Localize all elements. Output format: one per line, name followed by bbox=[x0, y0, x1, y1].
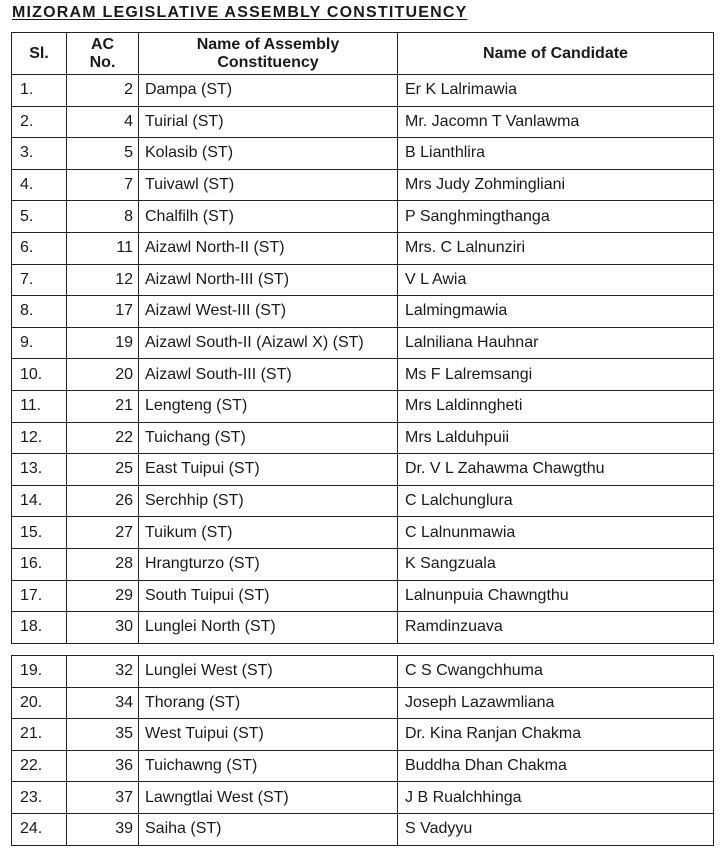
table-header-row bbox=[12, 33, 714, 75]
row-sl-cell: 3. bbox=[12, 138, 67, 170]
row-candidate-cell: Er K Lalrimawia bbox=[398, 75, 714, 107]
row-sl-cell: 20. bbox=[12, 687, 67, 719]
row-ac-number-cell: 2 bbox=[67, 75, 139, 107]
table-row bbox=[12, 485, 714, 517]
row-ac-number-cell: 36 bbox=[67, 750, 139, 782]
row-ac-number-cell: 8 bbox=[67, 201, 139, 233]
row-constituency-cell: Tuivawl (ST) bbox=[139, 169, 398, 201]
row-ac-number-cell: 19 bbox=[67, 327, 139, 359]
row-ac-number-cell: 25 bbox=[67, 454, 139, 486]
constituency-table bbox=[11, 32, 714, 644]
row-ac-number-cell: 4 bbox=[67, 106, 139, 138]
row-ac-number-cell: 29 bbox=[67, 580, 139, 612]
table-row bbox=[12, 782, 714, 814]
row-constituency-cell: Aizawl North-III (ST) bbox=[139, 264, 398, 296]
row-sl-cell: 2. bbox=[12, 106, 67, 138]
row-ac-number-cell: 26 bbox=[67, 485, 139, 517]
row-sl-cell: 8. bbox=[12, 296, 67, 328]
row-candidate-cell: Mr. Jacomn T Vanlawma bbox=[398, 106, 714, 138]
header-name-line1: Name of Assembly bbox=[196, 35, 340, 53]
row-candidate-cell: K Sangzuala bbox=[398, 548, 714, 580]
row-sl-cell: 6. bbox=[12, 232, 67, 264]
row-candidate-cell: Ms F Lalremsangi bbox=[398, 359, 714, 391]
table-row bbox=[12, 264, 714, 296]
row-constituency-cell: Tuirial (ST) bbox=[139, 106, 398, 138]
row-candidate-cell: C S Cwangchhuma bbox=[398, 656, 714, 688]
row-sl-cell: 11. bbox=[12, 390, 67, 422]
row-constituency-cell: West Tuipui (ST) bbox=[139, 719, 398, 751]
row-constituency-cell: Saiha (ST) bbox=[139, 813, 398, 845]
row-constituency-cell: Aizawl South-II (Aizawl X) (ST) bbox=[139, 327, 398, 359]
row-candidate-cell: P Sanghmingthanga bbox=[398, 201, 714, 233]
table-row bbox=[12, 548, 714, 580]
row-sl-cell: 5. bbox=[12, 201, 67, 233]
row-sl-cell: 4. bbox=[12, 169, 67, 201]
row-sl-cell: 17. bbox=[12, 580, 67, 612]
row-candidate-cell: Lalmingmawia bbox=[398, 296, 714, 328]
row-constituency-cell: Aizawl South-III (ST) bbox=[139, 359, 398, 391]
row-ac-number-cell: 20 bbox=[67, 359, 139, 391]
row-sl-cell: 14. bbox=[12, 485, 67, 517]
row-ac-number-cell: 22 bbox=[67, 422, 139, 454]
row-candidate-cell: B Lianthlira bbox=[398, 138, 714, 170]
header-name-line2: Constituency bbox=[217, 53, 319, 71]
row-constituency-cell: Chalfilh (ST) bbox=[139, 201, 398, 233]
table-row bbox=[12, 232, 714, 264]
table-row bbox=[12, 390, 714, 422]
row-constituency-cell: Tuichawng (ST) bbox=[139, 750, 398, 782]
row-candidate-cell: Mrs. C Lalnunziri bbox=[398, 232, 714, 264]
row-candidate-cell: Dr. Kina Ranjan Chakma bbox=[398, 719, 714, 751]
table-row bbox=[12, 201, 714, 233]
row-sl-cell: 9. bbox=[12, 327, 67, 359]
row-sl-cell: 10. bbox=[12, 359, 67, 391]
row-sl-cell: 13. bbox=[12, 454, 67, 486]
table-row bbox=[12, 580, 714, 612]
row-ac-number-cell: 17 bbox=[67, 296, 139, 328]
row-constituency-cell: Tuichang (ST) bbox=[139, 422, 398, 454]
row-ac-number-cell: 5 bbox=[67, 138, 139, 170]
header-ac-no bbox=[67, 33, 139, 75]
table-row bbox=[12, 687, 714, 719]
table-row bbox=[12, 422, 714, 454]
row-candidate-cell: V L Awia bbox=[398, 264, 714, 296]
table-row bbox=[12, 813, 714, 845]
row-candidate-cell: Joseph Lazawmliana bbox=[398, 687, 714, 719]
row-ac-number-cell: 12 bbox=[67, 264, 139, 296]
row-constituency-cell: Hrangturzo (ST) bbox=[139, 548, 398, 580]
header-sl: Sl. bbox=[12, 33, 67, 75]
row-constituency-cell: Lunglei West (ST) bbox=[139, 656, 398, 688]
header-candidate-name: Name of Candidate bbox=[398, 33, 714, 75]
header-ac-line2: No. bbox=[89, 53, 116, 71]
row-constituency-cell: Lunglei North (ST) bbox=[139, 612, 398, 644]
row-ac-number-cell: 21 bbox=[67, 390, 139, 422]
row-candidate-cell: Mrs Judy Zohmingliani bbox=[398, 169, 714, 201]
table-row bbox=[12, 169, 714, 201]
table-row bbox=[12, 517, 714, 549]
row-sl-cell: 21. bbox=[12, 719, 67, 751]
table-row bbox=[12, 327, 714, 359]
table-row bbox=[12, 656, 714, 688]
row-sl-cell: 22. bbox=[12, 750, 67, 782]
row-constituency-cell: South Tuipui (ST) bbox=[139, 580, 398, 612]
row-candidate-cell: Ramdinzuava bbox=[398, 612, 714, 644]
row-candidate-cell: Mrs Laldinngheti bbox=[398, 390, 714, 422]
row-candidate-cell: S Vadyyu bbox=[398, 813, 714, 845]
row-sl-cell: 7. bbox=[12, 264, 67, 296]
row-candidate-cell: C Lalchunglura bbox=[398, 485, 714, 517]
row-candidate-cell: Dr. V L Zahawma Chawgthu bbox=[398, 454, 714, 486]
row-ac-number-cell: 28 bbox=[67, 548, 139, 580]
table-row bbox=[12, 454, 714, 486]
constituency-table-continued bbox=[11, 655, 714, 846]
row-candidate-cell: J B Rualchhinga bbox=[398, 782, 714, 814]
row-ac-number-cell: 27 bbox=[67, 517, 139, 549]
row-sl-cell: 16. bbox=[12, 548, 67, 580]
row-constituency-cell: Lengteng (ST) bbox=[139, 390, 398, 422]
row-ac-number-cell: 32 bbox=[67, 656, 139, 688]
row-constituency-cell: Lawngtlai West (ST) bbox=[139, 782, 398, 814]
table-row bbox=[12, 75, 714, 107]
row-constituency-cell: Aizawl North-II (ST) bbox=[139, 232, 398, 264]
row-sl-cell: 24. bbox=[12, 813, 67, 845]
row-constituency-cell: Kolasib (ST) bbox=[139, 138, 398, 170]
row-constituency-cell: Thorang (ST) bbox=[139, 687, 398, 719]
row-sl-cell: 1. bbox=[12, 75, 67, 107]
table-row bbox=[12, 750, 714, 782]
row-sl-cell: 15. bbox=[12, 517, 67, 549]
row-ac-number-cell: 37 bbox=[67, 782, 139, 814]
row-ac-number-cell: 30 bbox=[67, 612, 139, 644]
row-ac-number-cell: 39 bbox=[67, 813, 139, 845]
table-row bbox=[12, 296, 714, 328]
row-sl-cell: 23. bbox=[12, 782, 67, 814]
row-ac-number-cell: 34 bbox=[67, 687, 139, 719]
row-constituency-cell: Dampa (ST) bbox=[139, 75, 398, 107]
row-candidate-cell: Buddha Dhan Chakma bbox=[398, 750, 714, 782]
row-sl-cell: 18. bbox=[12, 612, 67, 644]
row-constituency-cell: Tuikum (ST) bbox=[139, 517, 398, 549]
document-title: MIZORAM LEGISLATIVE ASSEMBLY CONSTITUENCY bbox=[12, 4, 468, 21]
row-ac-number-cell: 11 bbox=[67, 232, 139, 264]
row-constituency-cell: Serchhip (ST) bbox=[139, 485, 398, 517]
table-row bbox=[12, 612, 714, 644]
row-sl-cell: 12. bbox=[12, 422, 67, 454]
table-row bbox=[12, 106, 714, 138]
row-candidate-cell: C Lalnunmawia bbox=[398, 517, 714, 549]
row-ac-number-cell: 7 bbox=[67, 169, 139, 201]
row-sl-cell: 19. bbox=[12, 656, 67, 688]
header-constituency-name bbox=[139, 33, 398, 75]
row-candidate-cell: Lalniliana Hauhnar bbox=[398, 327, 714, 359]
table-row bbox=[12, 719, 714, 751]
row-candidate-cell: Mrs Lalduhpuii bbox=[398, 422, 714, 454]
row-candidate-cell: Lalnunpuia Chawngthu bbox=[398, 580, 714, 612]
header-ac-line1: AC bbox=[90, 35, 115, 53]
row-constituency-cell: East Tuipui (ST) bbox=[139, 454, 398, 486]
row-constituency-cell: Aizawl West-III (ST) bbox=[139, 296, 398, 328]
table-row bbox=[12, 359, 714, 391]
table-row bbox=[12, 138, 714, 170]
row-ac-number-cell: 35 bbox=[67, 719, 139, 751]
